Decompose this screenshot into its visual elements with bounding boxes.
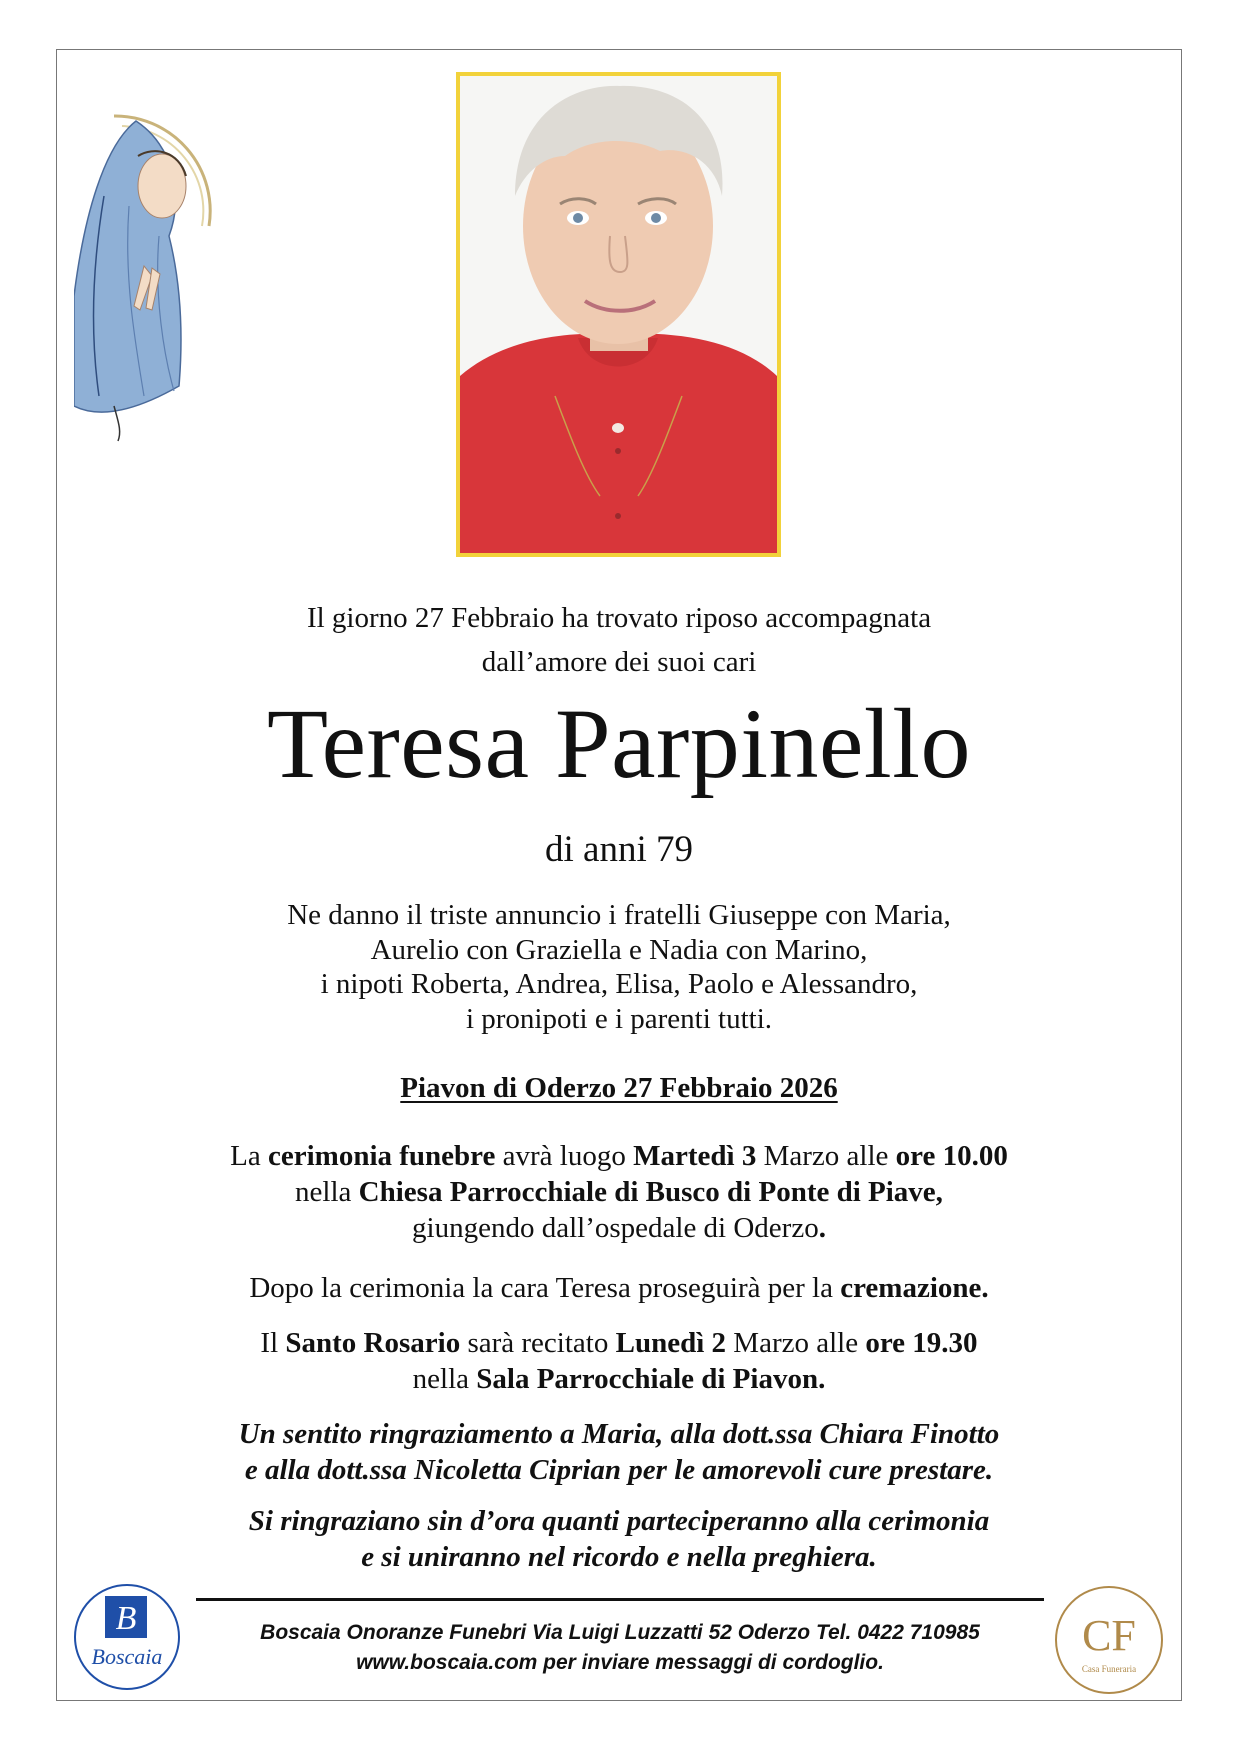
place-date xyxy=(56,1068,1182,1108)
text-bold: Martedì 3 xyxy=(633,1140,757,1172)
thanks-line: e alla dott.ssa Nicoletta Ciprian per le amorevoli cure prestare. xyxy=(244,1454,994,1486)
text-bold: ore 10.00 xyxy=(895,1140,1008,1172)
text-bold: Chiesa Parrocchiale di Busco di Ponte di Piave, xyxy=(358,1176,943,1208)
text: sarà recitato xyxy=(460,1327,616,1359)
boscaia-logo-mark: B xyxy=(115,1600,137,1637)
text-bold: cerimonia funebre xyxy=(267,1140,496,1172)
intro-line-2: dall’amore dei suoi cari xyxy=(481,646,757,678)
announcement-line: i pronipoti e i parenti tutti. xyxy=(465,1002,773,1035)
text-bold: cremazione. xyxy=(840,1272,989,1304)
cremation-info xyxy=(56,1270,1182,1306)
footer xyxy=(180,1618,1060,1678)
text-bold: Sala Parrocchiale di Piavon. xyxy=(476,1363,826,1395)
text-bold: Lunedì 2 xyxy=(615,1327,727,1359)
rosary-info xyxy=(56,1325,1182,1397)
footer-address: Boscaia Onoranze Funebri Via Luigi Luzzatti 52 Oderzo Tel. 0422 710985 xyxy=(260,1621,980,1644)
ceremony-info xyxy=(56,1138,1182,1246)
ceremony-line-2 xyxy=(56,1174,1182,1210)
text: Dopo la cerimonia la cara Teresa proseguirà per la xyxy=(249,1272,841,1304)
boscaia-logo-text: Boscaia xyxy=(91,1644,163,1669)
place-date-text: Piavon di Oderzo 27 Febbraio 2026 xyxy=(400,1072,838,1104)
casa-funeraria-logo xyxy=(1053,1584,1165,1696)
text: avrà luogo xyxy=(495,1140,634,1172)
text: Il xyxy=(260,1327,286,1359)
thanks-doctors xyxy=(56,1416,1182,1488)
text-bold: Santo Rosario xyxy=(285,1327,461,1359)
cremation-line xyxy=(56,1270,1182,1306)
text-bold: ore 19.30 xyxy=(865,1327,978,1359)
text: giungendo dall’ospedale di Oderzo xyxy=(412,1212,819,1244)
rosary-line-1 xyxy=(56,1325,1182,1361)
thanks-line: Un sentito ringraziamento a Maria, alla dott.ssa Chiara Finotto xyxy=(238,1418,1000,1450)
madonna-illustration xyxy=(74,76,224,456)
footer-website: www.boscaia.com per inviare messaggi di cordoglio. xyxy=(356,1651,884,1674)
ceremony-line-1 xyxy=(56,1138,1182,1174)
text: nella xyxy=(412,1363,477,1395)
footer-divider xyxy=(196,1598,1044,1601)
deceased-name: Teresa Parpinello xyxy=(266,688,971,799)
text: nella xyxy=(295,1176,359,1208)
casa-funeraria-mark: CF xyxy=(1082,1611,1136,1660)
boscaia-logo xyxy=(72,1582,182,1692)
text: Marzo alle xyxy=(756,1140,896,1172)
announcement-line: i nipoti Roberta, Andrea, Elisa, Paolo e Alessandro, xyxy=(320,968,918,1000)
intro-line-1: Il giorno 27 Febbraio ha trovato riposo accompagnata xyxy=(306,602,932,634)
text-bold: . xyxy=(818,1212,826,1244)
text: La xyxy=(230,1140,268,1172)
deceased-age: di anni 79 xyxy=(545,829,693,870)
portrait-photo xyxy=(456,72,781,557)
thanks-line: e si uniranno nel ricordo e nella preghiera. xyxy=(361,1541,877,1573)
announcement-line: Aurelio con Graziella e Nadia con Marino, xyxy=(370,933,868,966)
announcement-line: Ne danno il triste annuncio i fratelli Giuseppe con Maria, xyxy=(287,899,951,931)
rosary-line-2 xyxy=(56,1361,1182,1397)
casa-funeraria-text: Casa Funeraria xyxy=(1081,1664,1137,1674)
thanks-attendees xyxy=(56,1503,1182,1575)
intro-text xyxy=(56,596,1182,684)
ceremony-line-3 xyxy=(56,1210,1182,1246)
thanks-line: Si ringraziano sin d’ora quanti parteciperanno alla cerimonia xyxy=(248,1505,990,1537)
text: Marzo alle xyxy=(726,1327,866,1359)
announcement xyxy=(56,898,1182,1036)
